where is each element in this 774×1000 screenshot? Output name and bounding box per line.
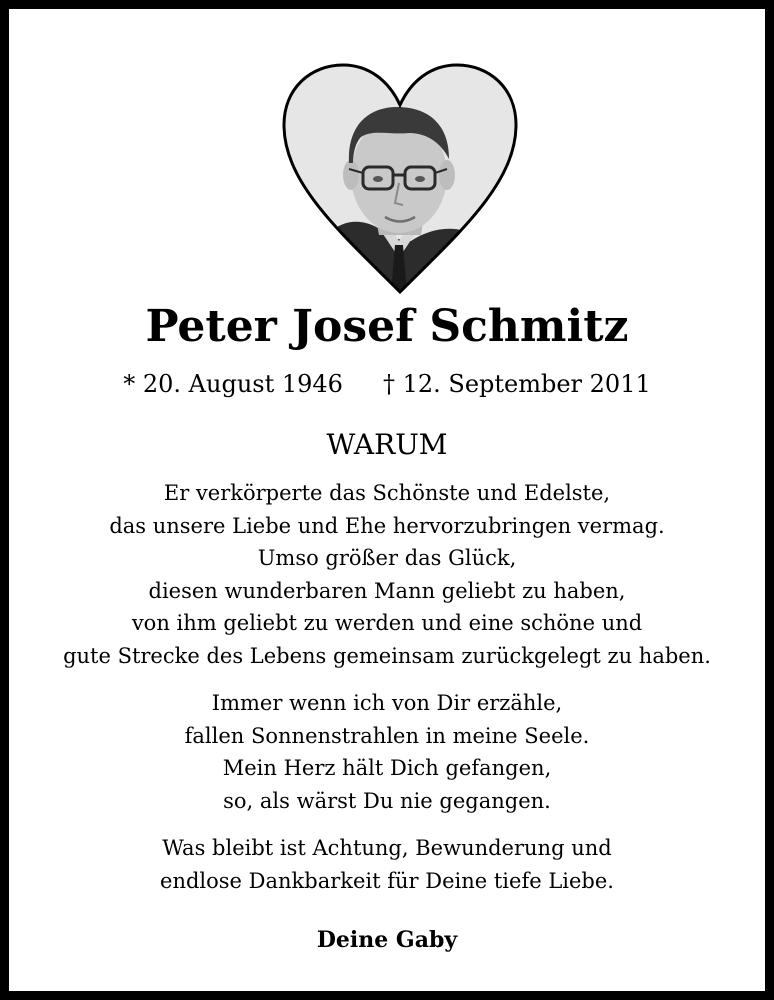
heart-portrait-frame [281,63,519,295]
birth-date: * 20. August 1946 [123,370,343,398]
verse-line: das unsere Liebe und Ehe hervorzubringen vermag. [109,513,665,538]
verse-line: Immer wenn ich von Dir erzähle, [211,691,563,715]
portrait-photo [281,63,519,295]
death-date: † 12. September 2011 [382,370,651,398]
verse-line: gute Strecke des Lebens gemeinsam zurückgelegt zu haben. [63,643,711,668]
verse-line: diesen wunderbaren Mann geliebt zu haben, [148,578,626,603]
verse-line: Umso größer das Glück, [257,546,517,570]
stanza-1 [9,477,765,672]
signature: Deine Gaby [316,927,458,953]
verse-line: Er verkörperte das Schönste und Edelste, [163,481,611,505]
verse-line: fallen Sonnenstrahlen in meine Seele. [184,723,590,748]
verse-line: Mein Herz hält Dich gefangen, [222,756,552,780]
heading: WARUM [326,428,448,461]
verse-line: endlose Dankbarkeit für Deine tiefe Liebe. [160,868,614,893]
verse-line: so, als wärst Du nie gegangen. [223,788,551,813]
verse-line: Was bleibt ist Achtung, Bewunderung und [162,836,612,860]
life-dates [9,369,765,399]
stanza-2 [9,687,765,817]
deceased-name: Peter Josef Schmitz [145,301,629,352]
verse-line: von ihm geliebt zu werden und eine schöne und [131,611,643,635]
stanza-3 [9,832,765,897]
